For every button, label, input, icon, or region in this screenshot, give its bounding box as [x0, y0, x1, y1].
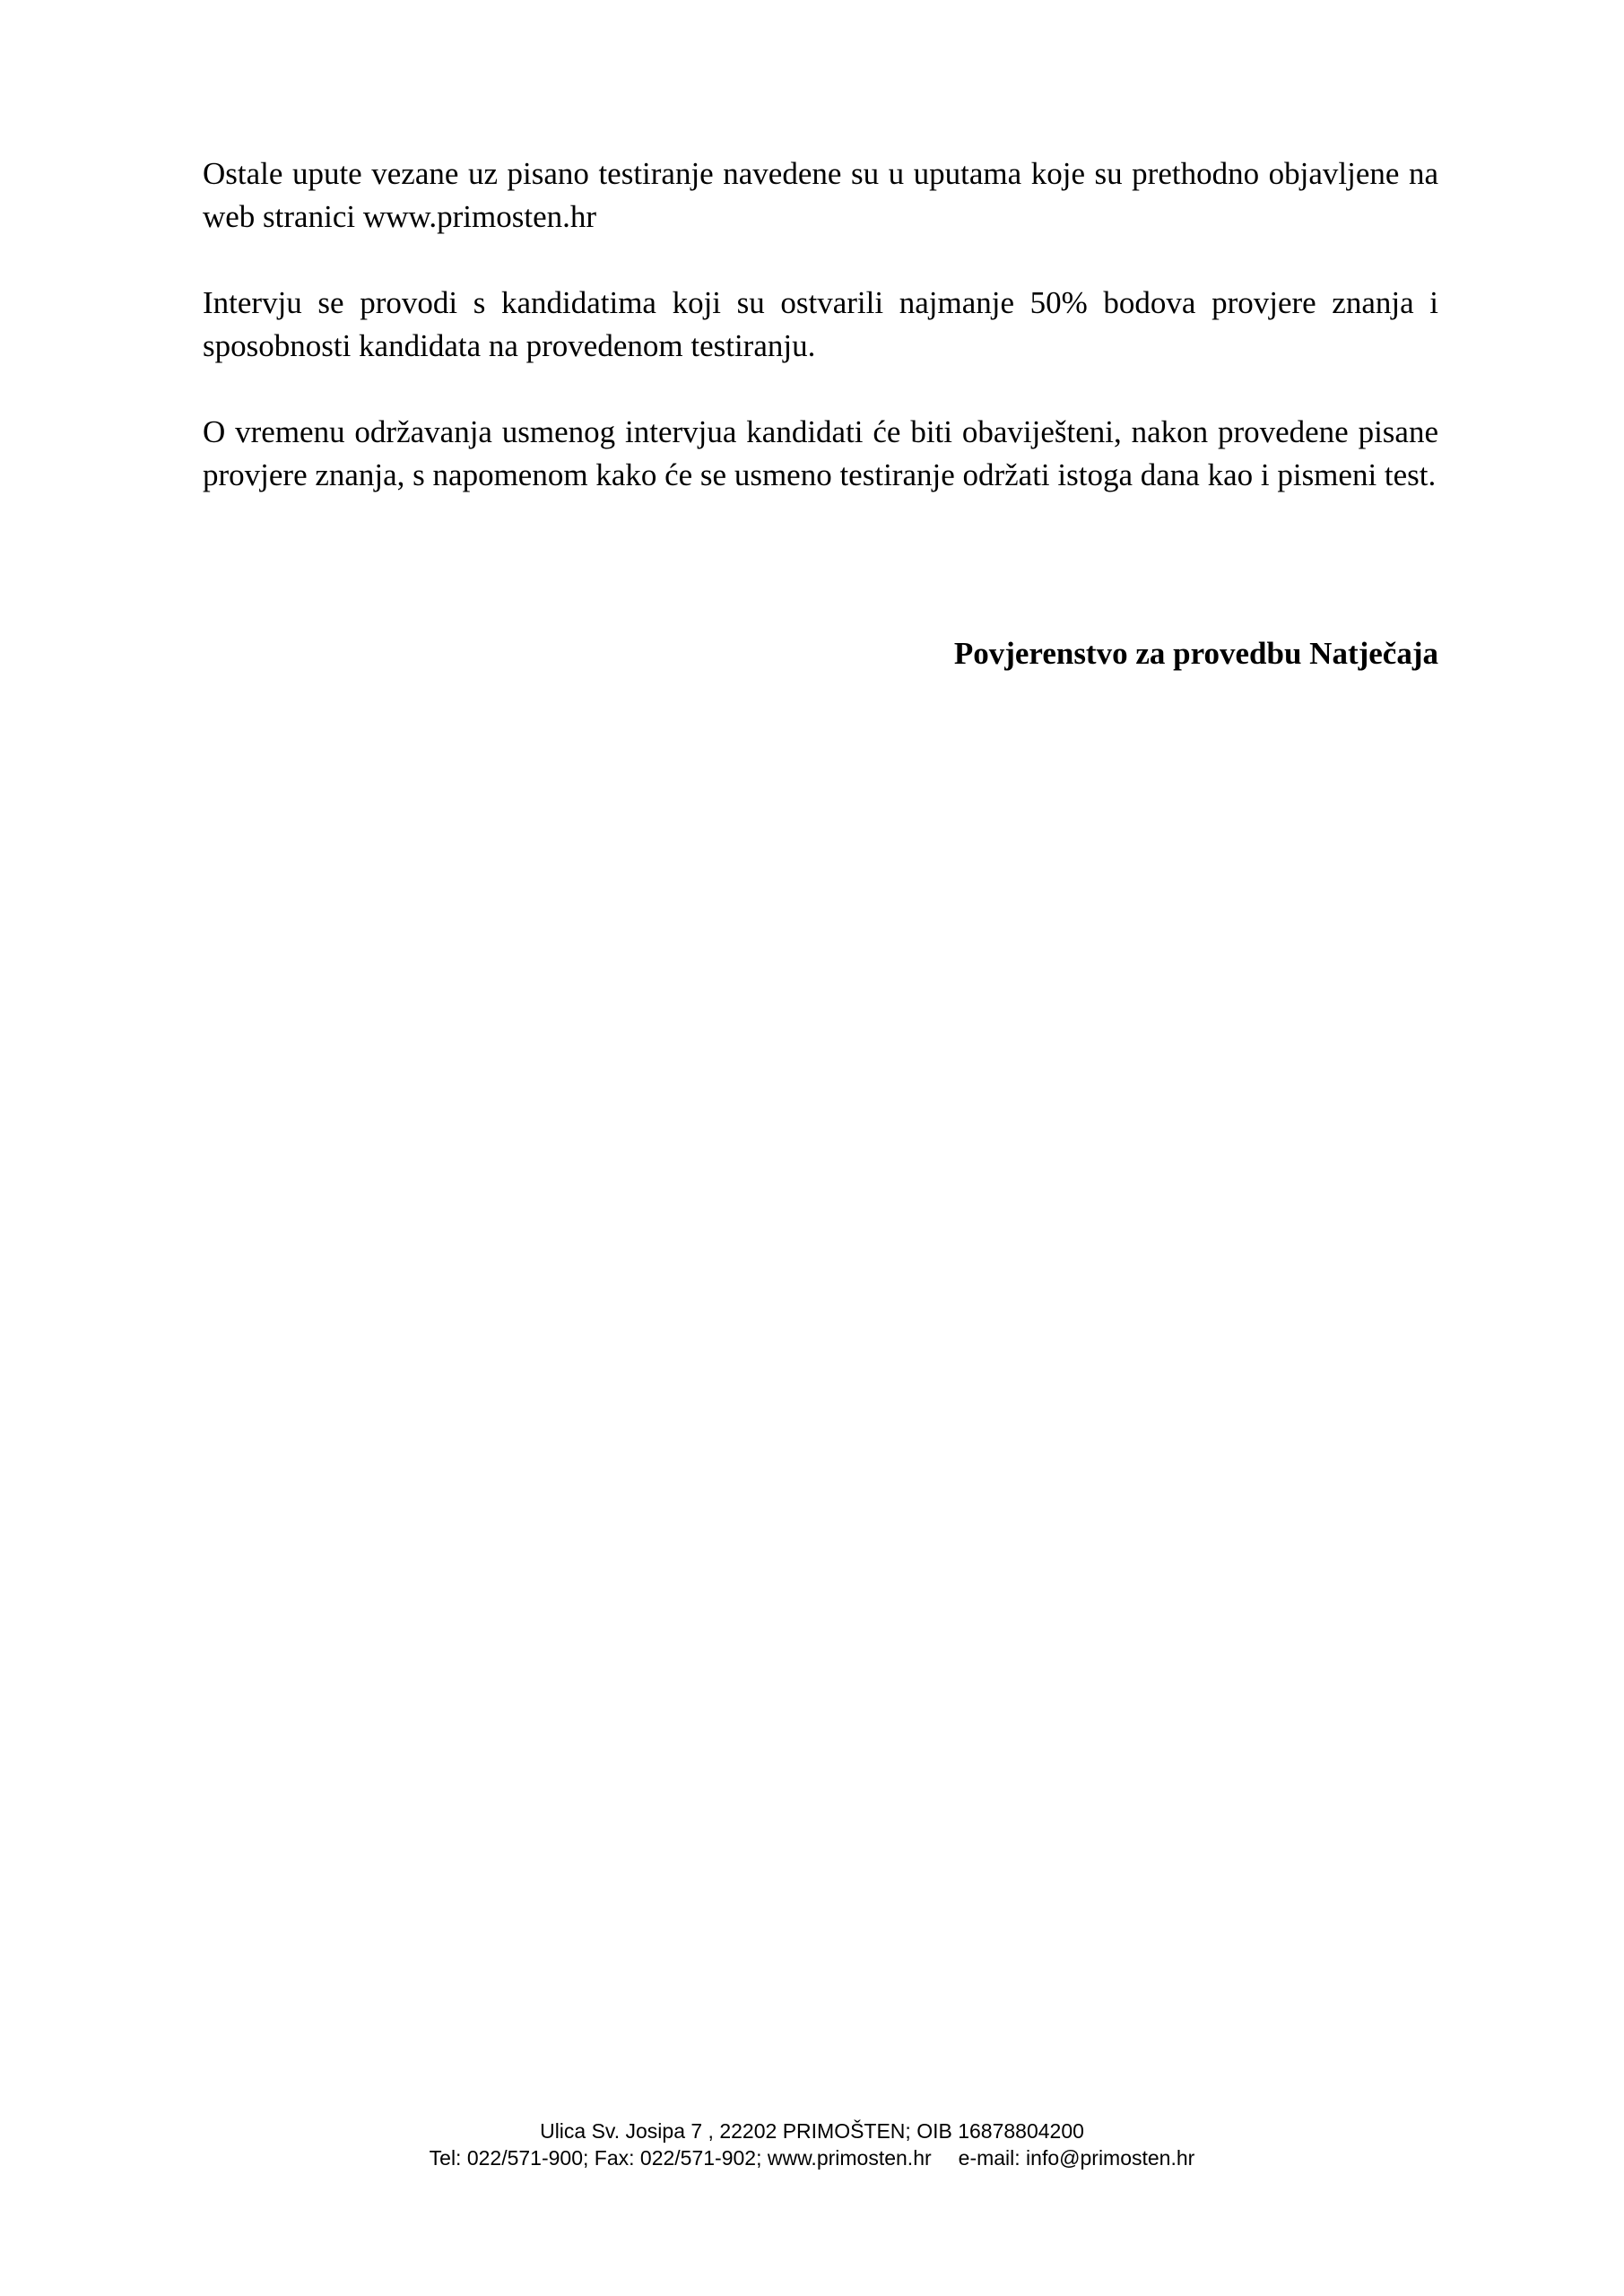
footer-address: Ulica Sv. Josipa 7 , 22202 PRIMOŠTEN; OIB 16878804200: [540, 2119, 1084, 2143]
footer-email: e-mail: info@primosten.hr: [958, 2146, 1195, 2170]
document-body: [203, 152, 1438, 497]
paragraph-interview-eligibility: Intervju se provodi s kandidatima koji su ostvarili najmanje 50% bodova provjere znanja i sposobnosti kandidata na provedenom testiranju.: [203, 285, 1438, 363]
paragraph-written-test-instructions: Ostale upute vezane uz pisano testiranje navedene su u uputama koje su prethodno objavljene na web stranici www.primosten.hr: [203, 156, 1438, 234]
footer-contact-line: [0, 2144, 1624, 2171]
footer-phone-fax-web: Tel: 022/571-900; Fax: 022/571-902; www.primosten.hr: [429, 2146, 932, 2170]
committee-signature: Povjerenstvo za provedbu Natječaja: [953, 636, 1438, 671]
page-footer: [0, 2118, 1624, 2171]
paragraph-interview-timing: O vremenu održavanja usmenog intervjua kandidati će biti obaviješteni, nakon provedene pisane provjere znanja, s napomenom kako će se usmeno testiranje održati istoga dana kao i pismeni test.: [203, 414, 1438, 492]
